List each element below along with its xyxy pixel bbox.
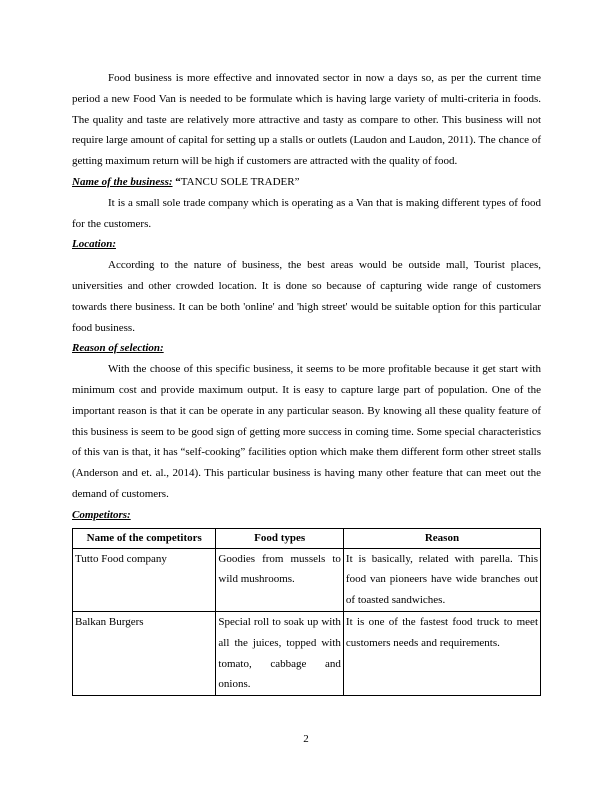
competitor-name-cell: Balkan Burgers bbox=[73, 611, 216, 695]
business-name-line bbox=[72, 172, 541, 193]
business-name-heading: Name of the business: bbox=[72, 175, 173, 188]
reason-paragraph: With the choose of this specific business, it seems to be more profitable because it get start with minimum cost and provide maximum output. It is easy to capture large part of population. One of the important reason is that it can be operate in any particular season. By knowing all these quality feature of this business is seem to be good sign of getting more success in coming time. Some special characteristics of this van is that, it has “self-cooking” facilities option which make them different form other street stalls (Anderson and et. al., 2014). This particular business is having many other feature that can meet out the demand of customers. bbox=[72, 363, 541, 500]
header-reason: Reason bbox=[343, 528, 540, 548]
location-paragraph: According to the nature of business, the best areas would be outside mall, Tourist places, universities and other crowded location. It is done so because of capturing wide range of customers towards there business. It can be both 'online' and 'high street' would be suitable option for this particular food business. bbox=[72, 259, 541, 334]
competitor-name-cell: Tutto Food company bbox=[73, 548, 216, 611]
intro-paragraph: Food business is more effective and innovated sector in now a days so, as per the current time period a new Food Van is needed to be formulate which is having large variety of multi-criteria in foods. The quality and taste are relatively more attractive and tasty as compare to other. This business will not require large amount of capital for setting up a stalls or outlets (Laudon and Laudon, 2011). The chance of getting maximum return will be high if customers are attracted with the quality of food. bbox=[72, 72, 541, 168]
table-row bbox=[73, 548, 541, 611]
business-name-quote: “ bbox=[172, 175, 181, 188]
business-description: It is a small sole trade company which is operating as a Van that is making different types of food for the customers. bbox=[72, 196, 541, 230]
location-heading: Location: bbox=[72, 238, 116, 251]
table-row bbox=[73, 611, 541, 695]
competitors-heading: Competitors: bbox=[72, 508, 131, 521]
header-food-types: Food types bbox=[216, 528, 344, 548]
reason-cell: It is basically, related with parella. This food van pioneers have wide branches out of toasted sandwiches. bbox=[343, 548, 540, 611]
table-header-row bbox=[73, 528, 541, 548]
reason-cell: It is one of the fastest food truck to meet customers needs and requirements. bbox=[343, 611, 540, 695]
food-types-cell: Goodies from mussels to wild mushrooms. bbox=[216, 548, 344, 611]
competitors-table bbox=[72, 528, 541, 697]
business-name-value: TANCU SOLE TRADER” bbox=[180, 175, 300, 188]
reason-heading: Reason of selection: bbox=[72, 342, 164, 355]
page-number: 2 bbox=[303, 733, 309, 745]
header-competitor-name: Name of the competitors bbox=[73, 528, 216, 548]
food-types-cell: Special roll to soak up with all the juices, topped with tomato, cabbage and onions. bbox=[216, 611, 344, 695]
document-page bbox=[72, 68, 541, 696]
